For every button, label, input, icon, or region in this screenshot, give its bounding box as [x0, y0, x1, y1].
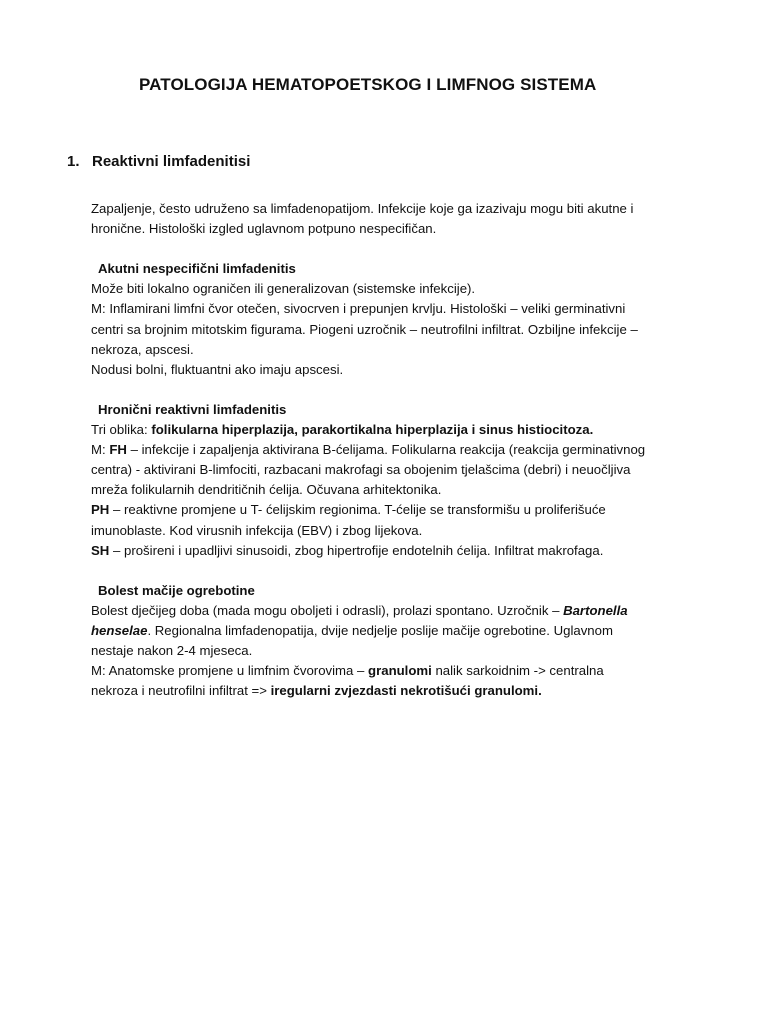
spacer — [91, 239, 703, 259]
subheading-chronic: Hronični reaktivni limfadenitis — [98, 401, 287, 417]
spacer — [91, 380, 703, 400]
cat-line-5 — [91, 681, 703, 701]
intro-line-2: hronične. Histološki izgled uglavnom potpuno nespecifičan. — [91, 221, 437, 237]
subheading-cat-scratch: Bolest mačije ogrebotine — [98, 582, 255, 598]
granulomi-description: iregularni zvjezdasti nekrotišući granulomi. — [270, 683, 542, 699]
granulomi-term: granulomi — [368, 663, 432, 679]
acute-line-2: M: Inflamirani limfni čvor otečen, sivocrven i prepunjen krvlju. Histološki – veliki germinativni — [91, 301, 626, 317]
fh-line-2: centra) - aktivirani B-limfociti, razbacani makrofagi sa obojenim tjelašcima (debri) i neuočljiva — [91, 462, 631, 478]
ph-line-1 — [91, 500, 703, 520]
cat-line-3: nestaje nakon 2-4 mjeseca. — [91, 643, 253, 659]
section-number: 1. — [67, 153, 80, 170]
ph-line-2: imunoblaste. Kod virusnih infekcija (EBV) i zbog lijekova. — [91, 522, 423, 538]
chronic-forms-line — [91, 420, 703, 440]
cat-line-1-prefix: Bolest dječijeg doba (mada mogu oboljeti i odrasli), prolazi spontano. Uzročnik – — [91, 602, 564, 618]
fh-line-3: mreža folikularnih dendritičnih ćelija. Očuvana arhitektonika. — [91, 482, 442, 498]
ph-label: PH — [91, 502, 110, 518]
ph-text-1: – reaktivne promjene u T- ćelijskim regionima. T-ćelije se transformišu u proliferišuće — [109, 502, 606, 518]
cat-line-5-prefix: nekroza i neutrofilni infiltrat => — [91, 683, 271, 699]
pathogen-species: henselae — [91, 622, 148, 638]
chronic-forms-prefix: Tri oblika: — [91, 422, 152, 438]
cat-line-1 — [91, 601, 703, 621]
document-title: PATOLOGIJA HEMATOPOETSKOG I LIMFNOG SISTEMA — [139, 75, 597, 94]
acute-line-5: Nodusi bolni, fluktuantni ako imaju apscesi. — [91, 361, 344, 377]
intro-line-1: Zapaljenje, često udruženo sa limfadenopatijom. Infekcije koje ga izazivaju mogu biti akutne i — [91, 201, 634, 216]
cat-line-4-rest: nalik sarkoidnim -> centralna — [431, 663, 604, 679]
acute-line-4: nekroza, apscesi. — [91, 341, 194, 357]
subheading-acute: Akutni nespecifični limfadenitis — [98, 261, 296, 277]
fh-line-1 — [91, 440, 703, 460]
section-heading-text: Reaktivni limfadenitisi — [92, 153, 251, 170]
sh-label: SH — [91, 542, 110, 558]
acute-line-3: centri sa brojnim mitotskim figurama. Piogeni uzročnik – neutrofilni infiltrat. Ozbiljne infekcije – — [91, 321, 638, 337]
sh-line-1 — [91, 541, 703, 561]
cat-line-4 — [91, 661, 703, 681]
spacer — [91, 561, 703, 581]
section-body — [91, 199, 703, 701]
fh-prefix: M: — [91, 442, 110, 458]
cat-line-2 — [91, 621, 703, 641]
section-heading — [67, 153, 250, 170]
pathogen-genus: Bartonella — [563, 602, 628, 618]
cat-line-4-prefix: M: Anatomske promjene u limfnim čvorovima – — [91, 663, 369, 679]
chronic-forms-list: folikularna hiperplazija, parakortikalna hiperplazija i sinus histiocitoza. — [151, 422, 594, 438]
fh-text-1: – infekcije i zapaljenja aktivirana B-ćelijama. Folikularna reakcija (reakcija germinativnog — [126, 442, 646, 458]
fh-label: FH — [109, 442, 127, 458]
acute-line-1: Može biti lokalno ograničen ili generalizovan (sistemske infekcije). — [91, 281, 476, 297]
sh-text-1: – prošireni i upadljivi sinusoidi, zbog hipertrofije endotelnih ćelija. Infiltrat makrofaga. — [109, 542, 604, 558]
cat-line-2-rest: . Regionalna limfadenopatija, dvije nedjelje poslije mačije ogrebotine. Uglavnom — [147, 622, 613, 638]
